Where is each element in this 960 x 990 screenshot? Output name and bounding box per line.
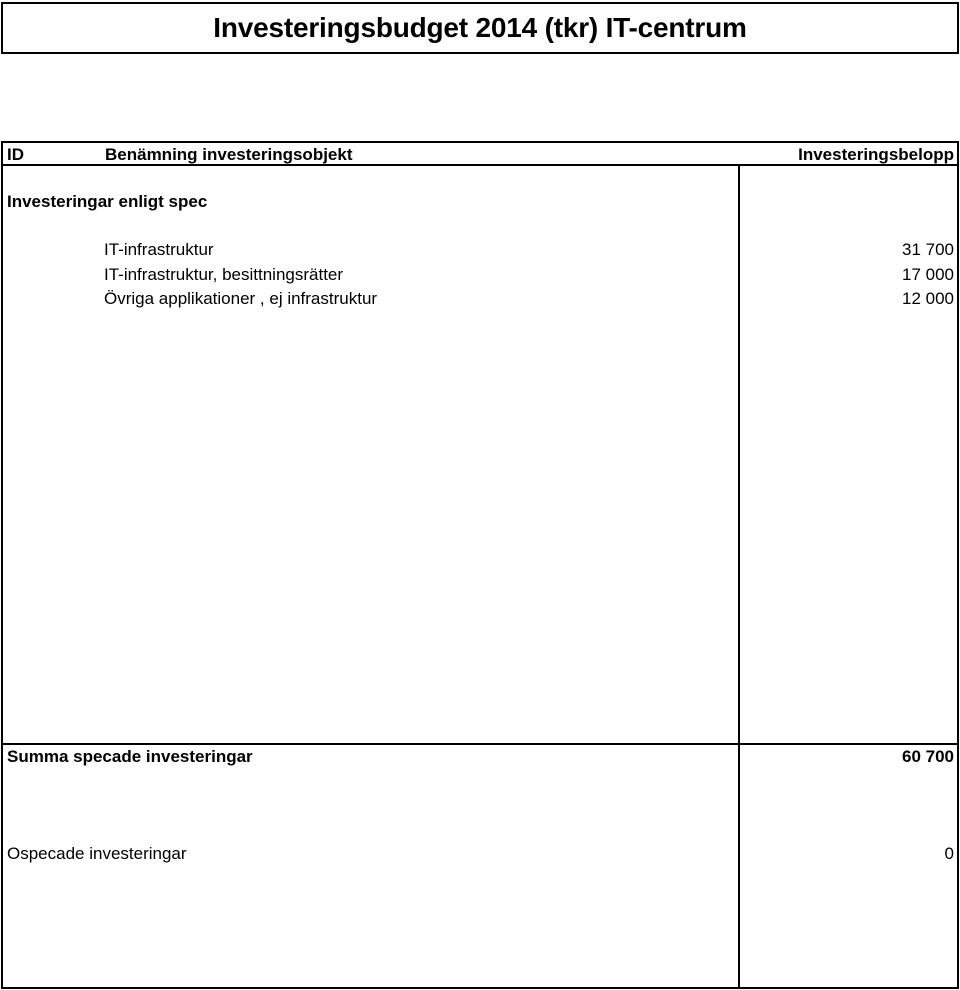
list-item-name: IT-infrastruktur, besittningsrätter xyxy=(104,265,344,284)
list-item-amount: 31 700 xyxy=(902,240,954,259)
specified-total-amount: 60 700 xyxy=(902,747,954,766)
unspecified-label: Ospecade investeringar xyxy=(7,844,187,863)
list-item-amount: 12 000 xyxy=(902,289,954,308)
header-name: Benämning investeringsobjekt xyxy=(105,145,353,164)
specified-total-label: Summa specade investeringar xyxy=(7,747,253,766)
header-id: ID xyxy=(7,145,24,164)
page-title-box xyxy=(1,2,959,54)
list-item-name: Övriga applikationer , ej infrastruktur xyxy=(104,289,378,308)
header-amount: Investeringsbelopp xyxy=(798,145,954,164)
unspecified-amount: 0 xyxy=(944,844,954,863)
section-label: Investeringar enligt spec xyxy=(7,192,208,211)
summary-divider xyxy=(1,743,959,745)
amount-column-divider xyxy=(738,166,740,987)
page-title: Investeringsbudget 2014 (tkr) IT-centrum xyxy=(213,12,747,43)
list-item-name: IT-infrastruktur xyxy=(104,240,214,259)
list-item-amount: 17 000 xyxy=(902,265,954,284)
